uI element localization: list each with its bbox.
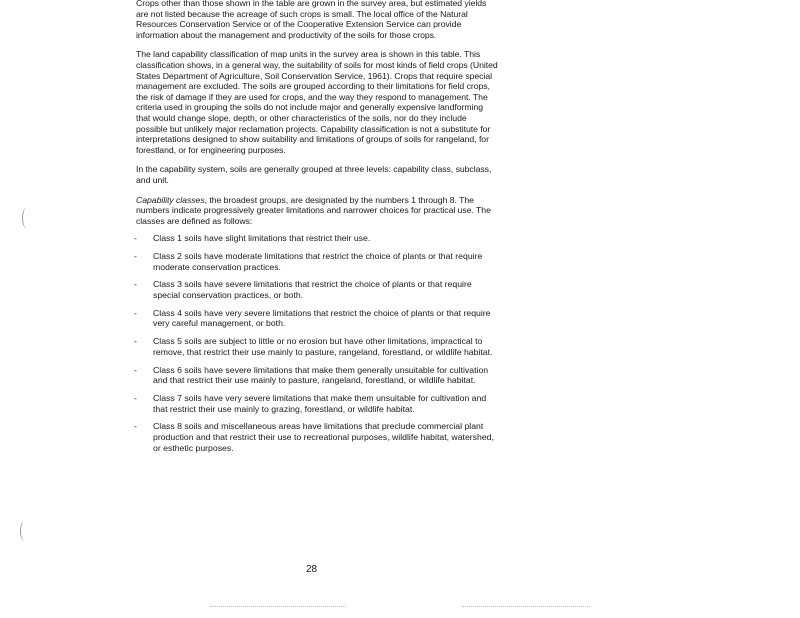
list-dash: - <box>134 251 137 262</box>
list-dash: - <box>134 279 137 290</box>
page-number: 28 <box>306 564 318 575</box>
list-item-class-6 <box>136 365 498 386</box>
list-item-class-1 <box>136 233 498 244</box>
list-item-class-8 <box>136 421 498 453</box>
scan-artifact-mark <box>20 521 29 541</box>
footer-scan-artifact <box>462 606 590 609</box>
list-item-text: Class 6 soils have severe limitations that make them generally unsuitable for cultivation and that restrict their use mainly to pasture, rangeland, forestland, or wildlife habitat. <box>153 364 489 386</box>
term-capability-classes: Capability classes <box>136 194 205 205</box>
list-dash: - <box>134 336 137 347</box>
document-body <box>136 0 498 460</box>
list-item-class-4 <box>136 308 498 329</box>
capability-class-list <box>136 233 498 453</box>
list-item-class-5 <box>136 336 498 357</box>
list-dash: - <box>134 233 137 244</box>
paragraph-land-capability: The land capability classification of map units in the survey area is shown in this table. This classification shows, in a general way, the suitability of soils for most kinds of field crops (United States Department of Agriculture, Soil Conservation Service, 1961). Crops that require special management are excluded. The soils are grouped according to their limitations for field crops, the risk of damage if they are used for crops, and the way they respond to management. The criteria used in grouping the soils do not include major and generally expensive landforming that would change slope, depth, or other characteristics of the soils, nor do they include possible but unlikely major reclamation projects. Capability classification is not a substitute for interpretations designed to show suitability and limitations of groups of soils for rangeland, for forestland, or for engineering purposes. <box>136 49 498 155</box>
list-dash: - <box>134 364 137 375</box>
list-item-class-7 <box>136 393 498 414</box>
list-item-text: Class 3 soils have severe limitations that restrict the choice of plants or that require special conservation practices, or both. <box>153 279 472 301</box>
list-item-text: Class 7 soils have very severe limitations that make them unsuitable for cultivation and that restrict their use mainly to grazing, forestland, or wildlife habitat. <box>153 392 487 414</box>
list-item-text: Class 4 soils have very severe limitations that restrict the choice of plants or that require very careful management, or both. <box>153 307 491 329</box>
paragraph-capability-classes-text: , the broadest groups, are designated by the numbers 1 through 8. The numbers indicate progressively greater limitations and narrower choices for practical use. The classes are defined as follows: <box>136 194 491 226</box>
list-dash: - <box>134 307 137 318</box>
list-item-text: Class 8 soils and miscellaneous areas have limitations that preclude commercial plant production and that restrict their use to recreational purposes, wildlife habitat, watershed, or esthetic purposes. <box>153 421 494 453</box>
list-item-text: Class 1 soils have slight limitations that restrict their use. <box>153 233 371 244</box>
paragraph-capability-classes <box>136 195 498 227</box>
paragraph-capability-system: In the capability system, soils are generally grouped at three levels: capability class, subclass, and unit. <box>136 164 492 185</box>
footer-scan-artifact <box>210 606 346 609</box>
list-item-class-2 <box>136 251 498 272</box>
list-item-text: Class 2 soils have moderate limitations that restrict the choice of plants or that require moderate conservation practices. <box>153 251 483 272</box>
scan-artifact-mark <box>22 208 31 228</box>
list-item-class-3 <box>136 279 498 300</box>
list-dash: - <box>134 392 137 403</box>
list-dash: - <box>134 421 137 432</box>
paragraph-other-crops: Crops other than those shown in the table are grown in the survey area, but estimated yields are not listed because the acreage of such crops is small. The local office of the Natural Resources Conservation Service or of the Cooperative Extension Service can provide information about the management and productivity of the soils for those crops. <box>136 0 487 40</box>
list-item-text: Class 5 soils are subject to little or no erosion but have other limitations, impractical to remove, that restrict their use mainly to pasture, rangeland, forestland, or wildlife habitat. <box>153 336 493 357</box>
